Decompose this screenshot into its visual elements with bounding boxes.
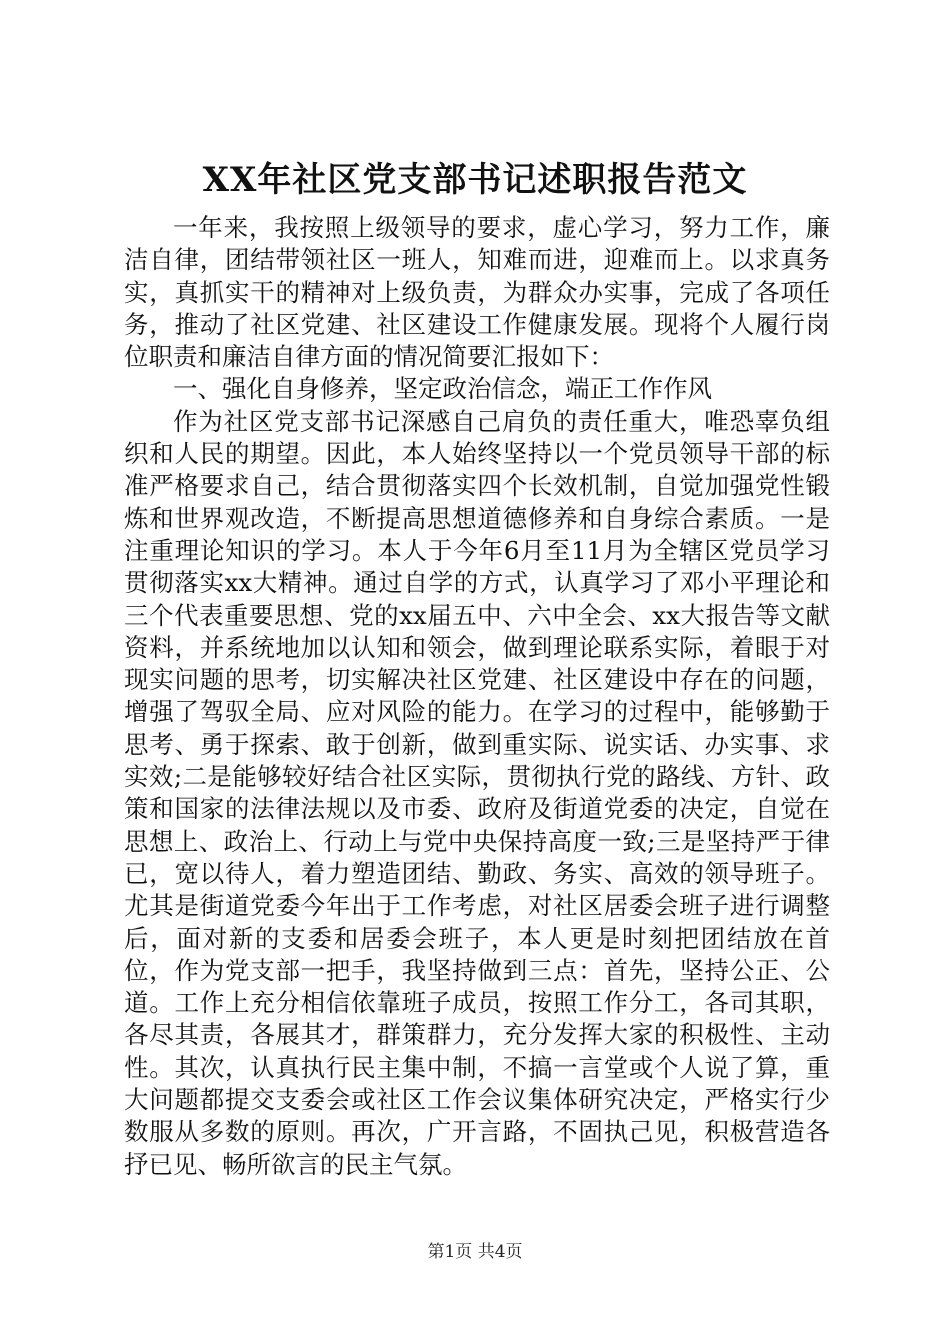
document-body (124, 212, 830, 1181)
document-title: XX年社区党支部书记述职报告范文 (202, 160, 748, 200)
paragraph-section-1: 作为社区党支部书记深感自己肩负的责任重大，唯恐辜负组织和人民的期望。因此，本人始终坚持以一个党员领导干部的标准严格要求自己，结合贯彻落实四个长效机制，自觉加强党性锻炼和世界观改造，不断提高思想道德修养和自身综合素质。一是注重理论知识的学习。本人于今年6月至11月为全辖区党员学习贯彻落实xx大精神。通过自学的方式，认真学习了邓小平理论和三个代表重要思想、党的xx届五中、六中全会、xx大报告等文献资料，并系统地加以认知和领会，做到理论联系实际，着眼于对现实问题的思考，切实解决社区党建、社区建设中存在的问题，增强了驾驭全局、应对风险的能力。在学习的过程中，能够勤于思考、勇于探索、敢于创新，做到重实际、说实话、办实事、求实效;二是能够较好结合社区实际，贯彻执行党的路线、方针、政策和国家的法律法规以及市委、政府及街道党委的决定，自觉在思想上、政治上、行动上与党中央保持高度一致;三是坚持严于律已，宽以待人，着力塑造团结、勤政、务实、高效的领导班子。尤其是街道党委今年出于工作考虑，对社区居委会班子进行调整后，面对新的支委和居委会班子，本人更是时刻把团结放在首位，作为党支部一把手，我坚持做到三点：首先，坚持公正、公道。工作上充分相信依靠班子成员，按照工作分工，各司其职，各尽其责，各展其才，群策群力，充分发挥大家的积极性、主动性。其次，认真执行民主集中制，不搞一言堂或个人说了算，重大问题都提交支委会或社区工作会议集体研究决定，严格实行少数服从多数的原则。再次，广开言路，不固执己见，积极营造各抒已见、畅所欲言的民主气氛。 (124, 406, 830, 1179)
section-heading-1: 一、强化自身修养，坚定政治信念，端正工作作风 (173, 374, 712, 404)
paragraph-intro: 一年来，我按照上级领导的要求，虚心学习，努力工作，廉洁自律，团结带领社区一班人，知难而进，迎难而上。以求真务实，真抓实干的精神对上级负责，为群众办实事，完成了各项任务，推动了社区党建、社区建设工作健康发展。现将个人履行岗位职责和廉洁自律方面的情况简要汇报如下： (124, 213, 830, 372)
page-footer: 第1页 共4页 (427, 1242, 523, 1262)
